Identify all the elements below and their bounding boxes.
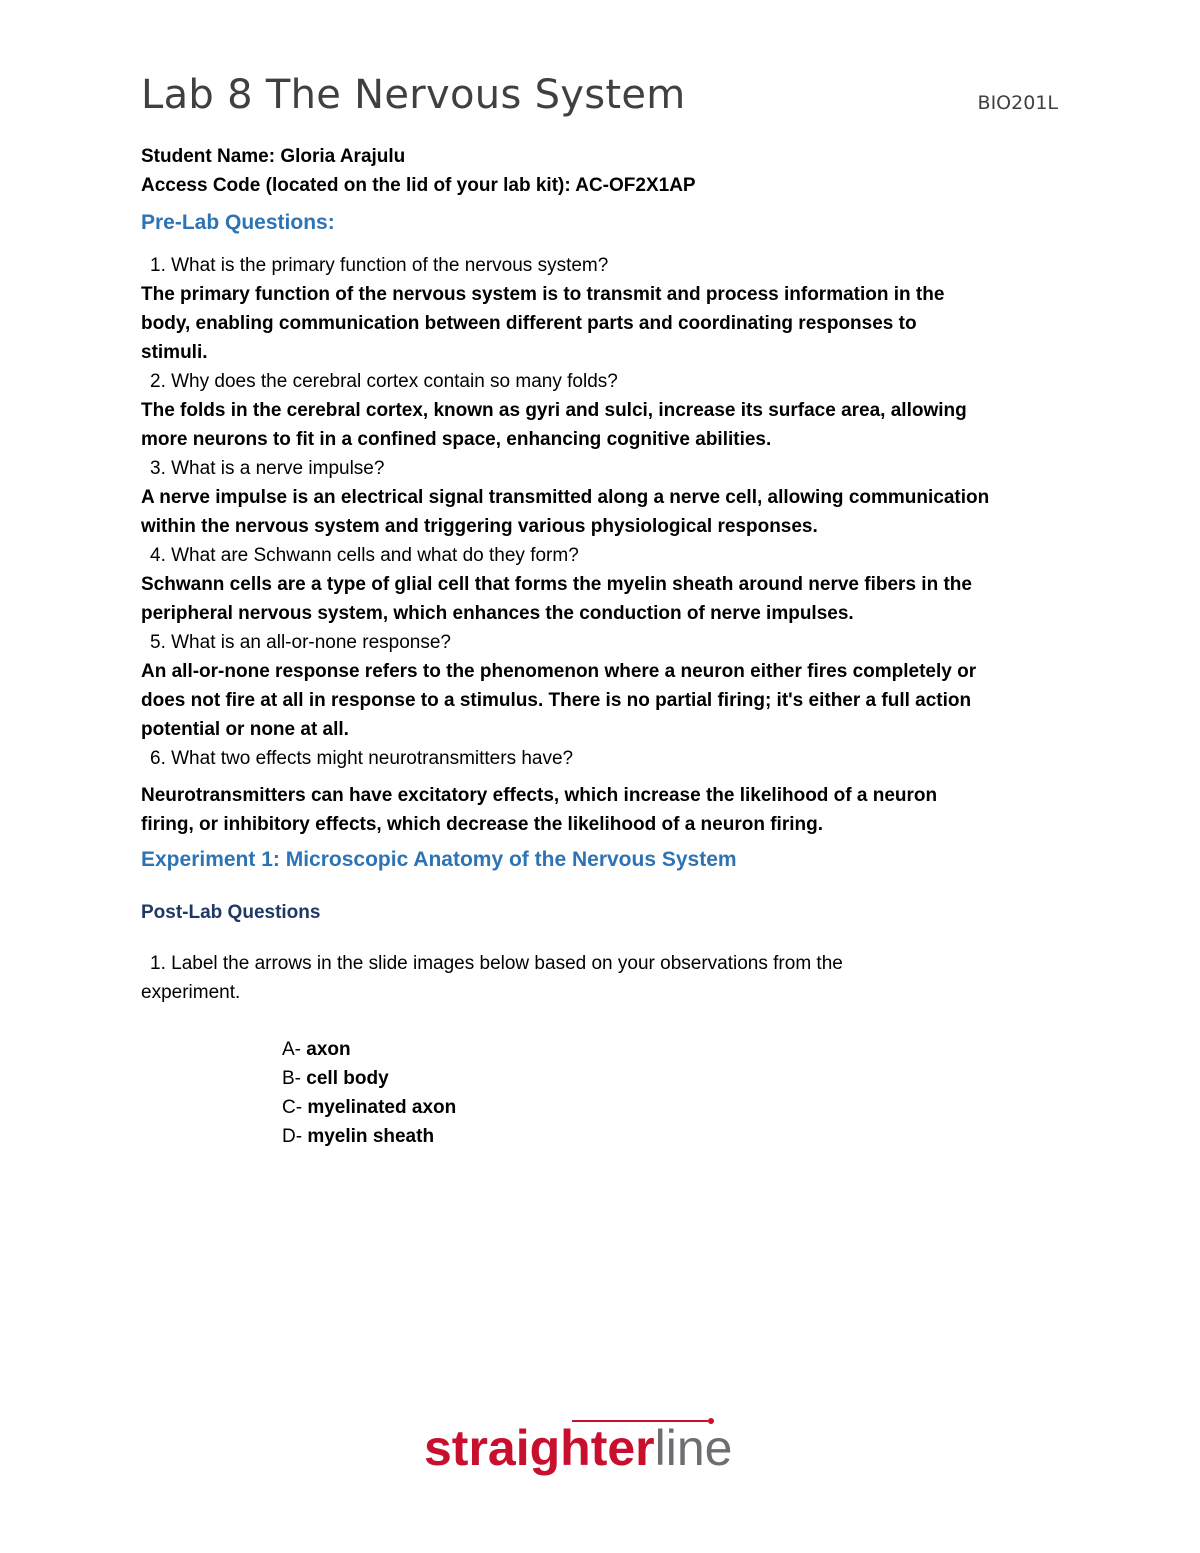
post-lab-heading: Post-Lab Questions	[141, 902, 321, 923]
answer-1	[141, 280, 1071, 367]
answer-line: Neurotransmitters can have excitatory effects, which increase the likelihood of a neuron	[141, 785, 938, 806]
logo-brand-light: line	[654, 1420, 733, 1476]
answer-line: The primary function of the nervous system is to transmit and process information in the	[141, 284, 945, 305]
answer-line: peripheral nervous system, which enhances the conduction of nerve impulses.	[141, 603, 854, 624]
answer-line: firing, or inhibitory effects, which decrease the likelihood of a neuron firing.	[141, 814, 823, 835]
post-lab-question-line: 1. Label the arrows in the slide images below based on your observations from the	[150, 953, 843, 974]
label-letter: C-	[282, 1097, 303, 1118]
question-6: 6. What two effects might neurotransmitters have?	[150, 748, 574, 769]
label-letter: D-	[282, 1126, 303, 1147]
logo-wordmark	[424, 1420, 732, 1476]
pre-lab-questions	[141, 251, 1071, 839]
answer-line: does not fire at all in response to a stimulus. There is no partial firing; it's either a full action	[141, 690, 972, 711]
student-info	[141, 142, 696, 200]
question-4: 4. What are Schwann cells and what do they form?	[150, 545, 579, 566]
answer-line: within the nervous system and triggering various physiological responses.	[141, 516, 818, 537]
label-answer: axon	[306, 1039, 351, 1060]
answer-line: Schwann cells are a type of glial cell that forms the myelin sheath around nerve fibers in the	[141, 574, 972, 595]
access-code: Access Code (located on the lid of your lab kit): AC-OF2X1AP	[141, 175, 696, 196]
answer-line: stimuli.	[141, 342, 208, 363]
question-1: 1. What is the primary function of the nervous system?	[150, 255, 609, 276]
answer-3	[141, 483, 1071, 541]
question-2: 2. Why does the cerebral cortex contain so many folds?	[150, 371, 618, 392]
label-answer: myelin sheath	[307, 1126, 435, 1147]
student-name: Student Name: Gloria Arajulu	[141, 146, 406, 167]
answer-2	[141, 396, 1071, 454]
label-answer: myelinated axon	[307, 1097, 457, 1118]
arrow-label-c	[282, 1093, 456, 1122]
logo-brand-bold: straighter	[424, 1420, 655, 1476]
answer-line: body, enabling communication between different parts and coordinating responses to	[141, 313, 917, 334]
arrow-label-b	[282, 1064, 456, 1093]
question-5: 5. What is an all-or-none response?	[150, 632, 451, 653]
answer-line: An all-or-none response refers to the phenomenon where a neuron either fires completely or	[141, 661, 977, 682]
answer-line: more neurons to fit in a confined space, enhancing cognitive abilities.	[141, 429, 772, 450]
answer-6	[141, 781, 1071, 839]
label-letter: A-	[282, 1039, 301, 1060]
course-code: BIO201L	[977, 92, 1058, 114]
label-letter: B-	[282, 1068, 301, 1089]
post-lab-question-line: experiment.	[141, 982, 241, 1003]
arrow-label-a	[282, 1035, 456, 1064]
answer-line: A nerve impulse is an electrical signal transmitted along a nerve cell, allowing communication	[141, 487, 990, 508]
answer-line: The folds in the cerebral cortex, known as gyri and sulci, increase its surface area, allowing	[141, 400, 967, 421]
answer-line: potential or none at all.	[141, 719, 349, 740]
arrow-label-d	[282, 1122, 456, 1151]
experiment-heading: Experiment 1: Microscopic Anatomy of the Nervous System	[141, 848, 737, 871]
page-title: Lab 8 The Nervous System	[141, 72, 686, 118]
pre-lab-heading: Pre-Lab Questions:	[141, 211, 335, 234]
label-answer: cell body	[306, 1068, 389, 1089]
answer-4	[141, 570, 1071, 628]
arrow-labels	[282, 1035, 456, 1151]
answer-5	[141, 657, 1071, 744]
question-3: 3. What is a nerve impulse?	[150, 458, 385, 479]
straighterline-logo	[424, 1415, 784, 1485]
post-lab-question-1	[141, 949, 1071, 1007]
